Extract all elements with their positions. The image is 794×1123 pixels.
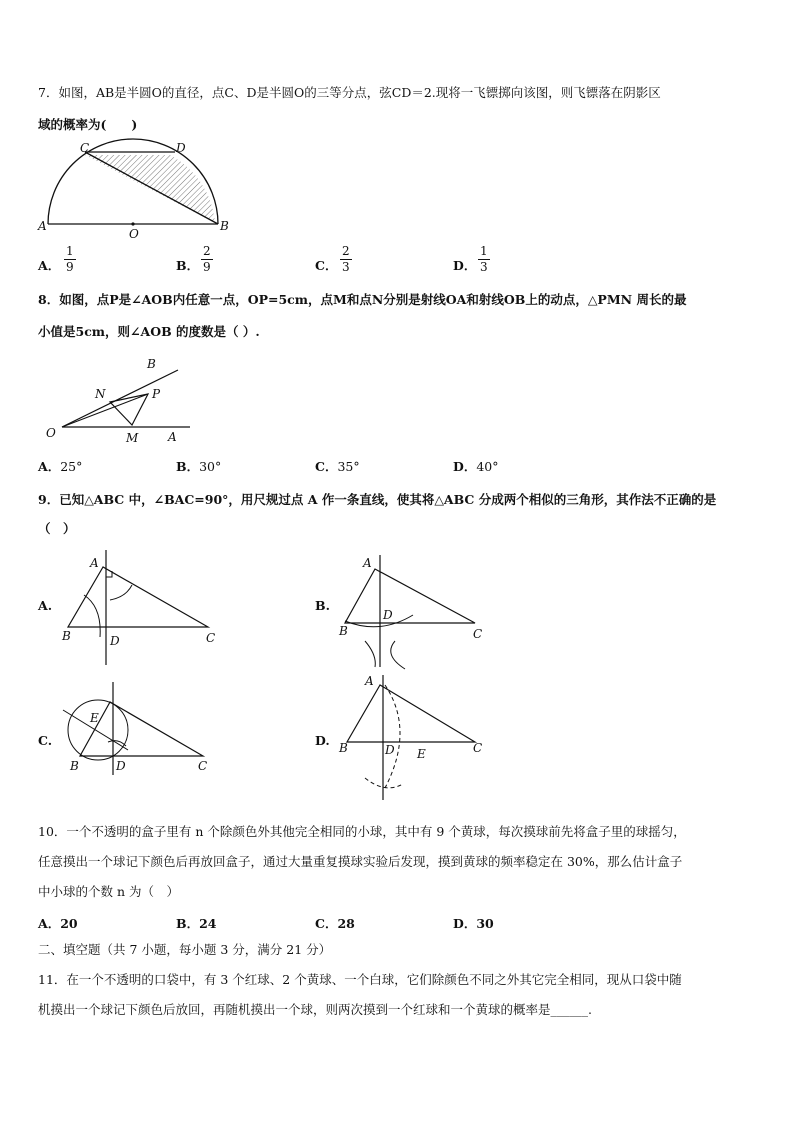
q8-option-a: A．25° [38,459,83,474]
q9d-label-a: A [365,674,374,688]
q8-text-line2: 小值是5cm，则∠AOB 的度数是（ ）. [38,324,260,339]
q9-text-line2: （ ） [38,521,76,536]
q9-text-line1: 9．已知△ABC 中，∠BAC=90°，用尺规过点 A 作一条直线，使其将△ABC 分成两个相似的三角形，其作法不正确的是 [38,492,717,507]
q9c-label-d: D [116,759,126,773]
q9d-label-b: B [339,741,348,755]
q8-option-b: B．30° [176,459,222,474]
q9b-label-d: D [383,608,393,622]
q7-shaded-region [85,155,215,223]
q7-label-b: B [220,219,229,233]
q11-text-line2: 机摸出一个球记下颜色后放回，再随机摸出一个球，则两次摸到一个红球和一个黄球的概率是______. [38,1002,592,1017]
q9a-label-a: A [90,556,99,570]
q7-option-c-letter: C． [315,258,338,273]
q7-label-o: O [129,227,139,241]
q8-label-b: B [147,357,156,371]
q9-option-a-letter: A. [38,598,53,613]
q8-label-n: N [95,387,106,401]
q7-label-c: C [80,141,90,155]
q10-text-line1: 10．一个不透明的盒子里有 n 个除颜色外其他完全相同的小球，其中有 9 个黄球，每次摸球前先将盒子里的球摇匀， [38,824,686,839]
q9c-label-e: E [90,711,99,725]
q7-option-d-letter: D． [453,258,477,273]
q7-option-c-fraction: $\frac{2}{3}$ [342,244,350,274]
q9c-label-b: B [70,759,79,773]
q8-option-d: D．40° [453,459,499,474]
q7-label-a: A [38,219,47,233]
q7-option-a-letter: A． [38,258,61,273]
q9d-label-e: E [417,747,426,761]
q7-option-d-fraction: $\frac{1}{3}$ [480,244,488,274]
q7-option-a-fraction: $\frac{1}{9}$ [66,244,74,274]
q7-label-d: D [176,141,186,155]
q9b-label-b: B [339,624,348,638]
q10-option-a: A．20 [38,916,78,931]
q7-text-line2: 域的概率为( ) [38,117,138,132]
q9-figure-d [335,670,495,805]
q10-option-d: D．30 [453,916,494,931]
section-heading-fill-in: 二、填空题（共 7 小题，每小题 3 分，满分 21 分） [38,942,332,957]
q8-label-p: P [152,387,161,401]
q9-figure-a [58,545,228,670]
q7-text-line1: 7．如图，AB是半圆O的直径，点C、D是半圆O的三等分点，弦CD＝2.现将一飞镖掷向该图，则飞镖落在阴影区 [38,85,661,100]
q10-text-line3: 中小球的个数 n 为（ ） [38,884,179,899]
q9b-label-c: C [473,627,483,641]
q9d-label-d: D [385,743,395,757]
q8-text-line1: 8．如图，点P是∠AOB内任意一点，OP=5cm，点M和点N分别是射线OA和射线OB上的动点，△PMN 周长的最 [38,292,687,307]
q9-figure-b [335,545,495,675]
q9c-label-c: C [198,759,208,773]
q10-option-c: C．28 [315,916,355,931]
q8-option-c: C．35° [315,459,360,474]
q9-option-d-letter: D. [315,733,330,748]
q9a-label-b: B [62,629,71,643]
q9-option-c-letter: C. [38,733,53,748]
q9b-label-a: A [363,556,372,570]
q7-semicircle-figure [38,140,228,240]
q10-option-b: B．24 [176,916,217,931]
q11-text-line1: 11．在一个不透明的口袋中，有 3 个红球、2 个黄球、一个白球，它们除颜色不同之外其它完全相同，现从口袋中随 [38,972,682,987]
q8-angle-figure [40,352,210,447]
q9a-label-c: C [206,631,216,645]
q8-label-m: M [126,431,139,445]
q10-text-line2: 任意摸出一个球记下颜色后再放回盒子，通过大量重复摸球实验后发现，摸到黄球的频率稳定在 30%，那么估计盒子 [38,854,683,869]
q9-figure-c [58,680,228,780]
q9a-label-d: D [110,634,120,648]
q8-label-a: A [168,430,177,444]
q7-option-b-letter: B． [176,258,200,273]
q9-option-b-letter: B. [315,598,330,613]
q8-label-o: O [46,426,56,440]
q9d-label-c: C [473,741,483,755]
q7-option-b-fraction: $\frac{2}{9}$ [203,244,211,274]
